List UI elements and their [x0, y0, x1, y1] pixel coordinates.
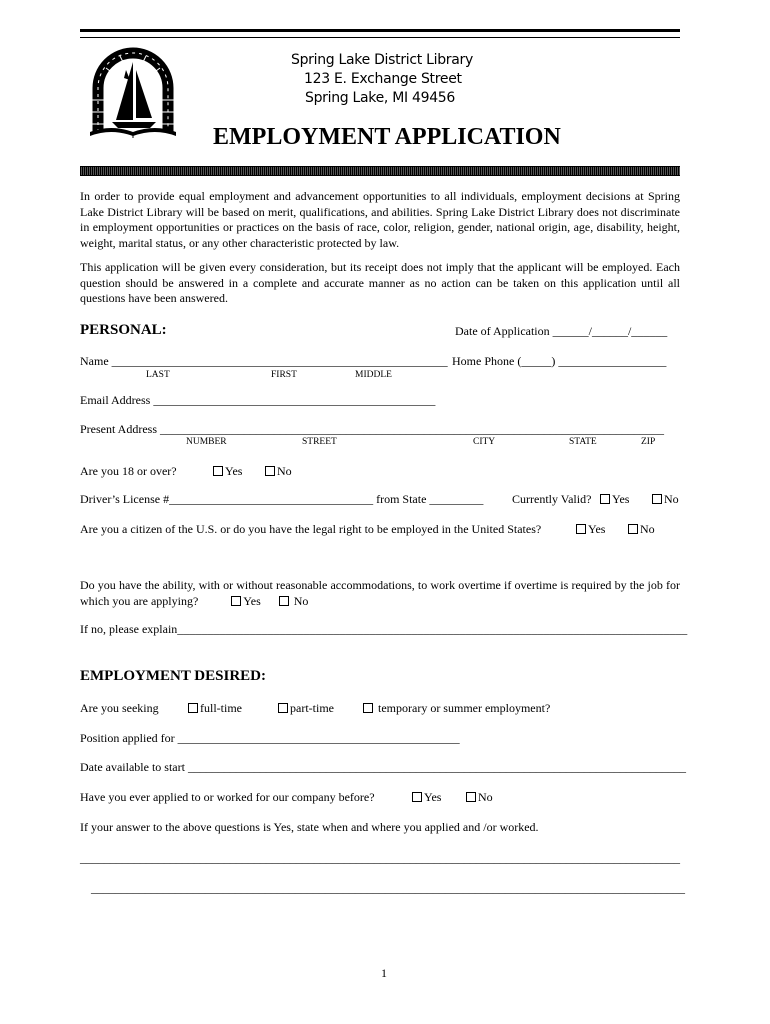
license-valid-yes-option[interactable]: Yes — [600, 492, 629, 507]
checkbox-icon[interactable] — [279, 596, 289, 606]
personal-heading: PERSONAL: — [80, 322, 167, 338]
name-last-label: LAST — [146, 370, 170, 380]
address-number-label: NUMBER — [186, 437, 227, 447]
name-field[interactable]: Name ________________________________________________________ — [80, 354, 448, 368]
employment-desired-heading: EMPLOYMENT DESIRED: — [80, 668, 266, 684]
part-time-option[interactable]: part-time — [278, 701, 334, 716]
page-number: 1 — [381, 966, 387, 980]
currently-valid-label: Currently Valid? — [512, 492, 592, 506]
form-title: EMPLOYMENT APPLICATION — [213, 124, 561, 150]
temporary-option[interactable]: temporary or summer employment? — [363, 701, 550, 716]
if-yes-instruction: If your answer to the above questions is Yes, state when and where you applied and /or worked. — [80, 820, 539, 834]
checkbox-icon[interactable] — [628, 524, 638, 534]
address-city-label: CITY — [473, 437, 496, 447]
library-address: 123 E. Exchange Street — [304, 71, 462, 87]
checkbox-icon[interactable] — [652, 494, 662, 504]
citizen-no-option[interactable]: No — [628, 522, 655, 537]
checkbox-icon[interactable] — [265, 466, 275, 476]
checkbox-icon[interactable] — [213, 466, 223, 476]
library-name: Spring Lake District Library — [291, 52, 473, 68]
full-time-option[interactable]: full-time — [188, 701, 242, 716]
library-logo — [86, 40, 181, 140]
answer-line-1[interactable]: ____________________________________________________________________________________________________ — [80, 851, 680, 865]
email-field[interactable]: Email Address _______________________________________________ — [80, 393, 436, 407]
checkbox-icon[interactable] — [188, 703, 198, 713]
checkbox-icon[interactable] — [466, 792, 476, 802]
checkbox-icon[interactable] — [363, 703, 373, 713]
age-no-option[interactable]: No — [265, 464, 292, 479]
license-valid-no-option[interactable]: No — [652, 492, 679, 507]
address-state-label: STATE — [569, 437, 597, 447]
overtime-no-option[interactable]: No — [279, 594, 309, 608]
title-rule — [80, 166, 680, 176]
overtime-question: Do you have the ability, with or without reasonable accommodations, to work overtime if overtime is required by the job for which you are applying? Yes No — [80, 578, 680, 608]
address-street-label: STREET — [302, 437, 337, 447]
checkbox-icon[interactable] — [278, 703, 288, 713]
name-first-label: FIRST — [271, 370, 297, 380]
age-question: Are you 18 or over? — [80, 464, 177, 478]
address-zip-label: ZIP — [641, 437, 656, 447]
checkbox-icon[interactable] — [600, 494, 610, 504]
drivers-license-field[interactable]: Driver’s License #__________________________________ from State _________ — [80, 492, 484, 506]
position-field[interactable]: Position applied for _______________________________________________ — [80, 731, 460, 745]
seeking-label: Are you seeking — [80, 701, 159, 715]
present-address-field[interactable]: Present Address ____________________________________________________________________________________ — [80, 422, 664, 436]
overtime-yes-option[interactable]: Yes — [231, 594, 260, 608]
citizen-yes-option[interactable]: Yes — [576, 522, 605, 537]
top-rule — [80, 29, 680, 38]
answer-line-2[interactable]: ___________________________________________________________________________________________________ — [91, 881, 685, 895]
age-yes-option[interactable]: Yes — [213, 464, 242, 479]
checkbox-icon[interactable] — [412, 792, 422, 802]
name-middle-label: MIDDLE — [355, 370, 392, 380]
library-city: Spring Lake, MI 49456 — [305, 90, 456, 106]
applied-before-question: Have you ever applied to or worked for our company before? — [80, 790, 375, 804]
date-of-application-field[interactable]: Date of Application ______/______/______ — [455, 324, 668, 338]
applied-before-yes-option[interactable]: Yes — [412, 790, 441, 805]
intro-paragraph-1: In order to provide equal employment and advancement opportunities to all individuals, employment decisions at Spring Lake District Library will be based on merit, qualifications, and abilities. Spring Lake District Library does not discriminate in employment opportunities or practices on the basis of race, color, religion, gender, national origin, age, disability, height, weight, marital status, or any other characteristic protected by law. — [80, 189, 680, 250]
checkbox-icon[interactable] — [231, 596, 241, 606]
date-available-field[interactable]: Date available to start ___________________________________________________________________________________ — [80, 760, 686, 774]
home-phone-field[interactable]: Home Phone (_____) __________________ — [452, 354, 667, 368]
applied-before-no-option[interactable]: No — [466, 790, 493, 805]
citizen-question: Are you a citizen of the U.S. or do you have the legal right to be employed in the United States? — [80, 522, 542, 536]
intro-paragraph-2: This application will be given every consideration, but its receipt does not imply that the applicant will be employed. Each question should be answered in a complete and accurate manner as no action can be taken on this application until all questions have been answered. — [80, 260, 680, 305]
checkbox-icon[interactable] — [576, 524, 586, 534]
explain-field[interactable]: If no, please explain_____________________________________________________________________________________ — [80, 622, 688, 636]
